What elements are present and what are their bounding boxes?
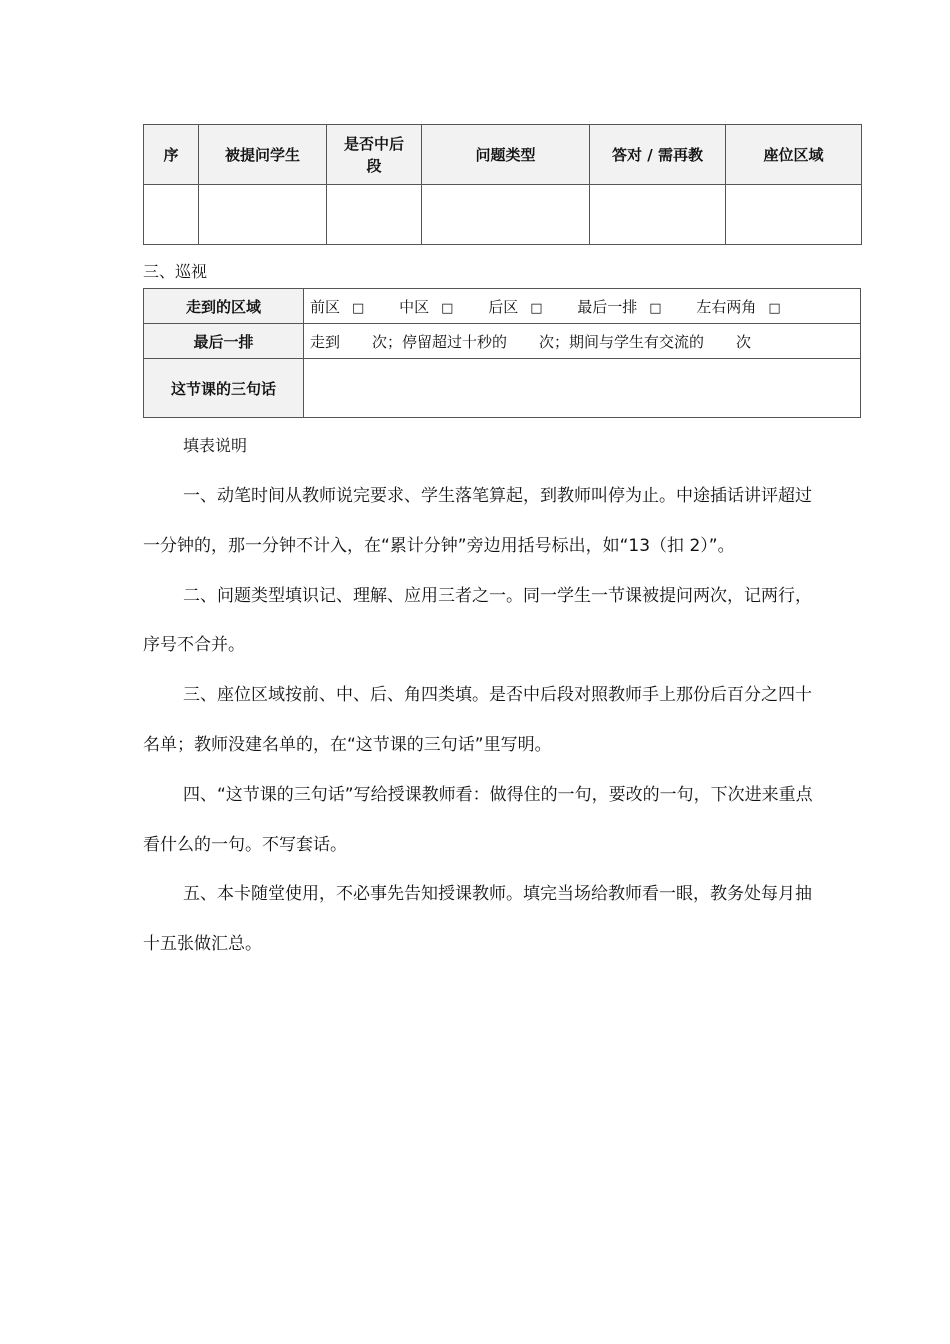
areas-label: 走到的区域 (144, 289, 304, 324)
patrol-row-last (144, 324, 861, 359)
checkbox-icon[interactable]: □ (441, 300, 454, 316)
cell-is-lower-tier[interactable] (327, 185, 422, 245)
checkbox-icon[interactable]: □ (530, 300, 543, 316)
header-is-lower-tier (327, 125, 422, 185)
checkbox-icon[interactable]: □ (352, 300, 365, 316)
times-unit: 次 (736, 332, 752, 351)
note-paragraph-5: 五、本卡随堂使用，不必事先告知授课教师。填完当场给教师看一眼，教务处每月抽十五张做汇总。 (143, 884, 812, 955)
zone-middle[interactable] (399, 296, 453, 317)
summary-field[interactable] (304, 359, 861, 418)
areas-options (304, 289, 861, 324)
last-row-counts (304, 324, 861, 359)
header-answer-result: 答对 / 需再教 (590, 125, 726, 185)
note-paragraph-3: 三、座位区域按前、中、后、角四类填。是否中后段对照教师手上那份后百分之四十名单；教师没建名单的，在“这节课的三句话”里写明。 (143, 685, 812, 755)
cell-index[interactable] (144, 185, 199, 245)
notes-body (143, 472, 823, 970)
patrol-heading: 三、巡视 (143, 262, 208, 281)
table-header-row (144, 125, 862, 185)
checkbox-icon[interactable]: □ (649, 300, 662, 316)
table-row (144, 185, 862, 245)
header-seat-zone: 座位区域 (726, 125, 862, 185)
notes-title: 填表说明 (183, 436, 248, 455)
zone-back[interactable] (488, 296, 542, 317)
header-student: 被提问学生 (199, 125, 327, 185)
cell-answer-result[interactable] (590, 185, 726, 245)
checkbox-icon[interactable]: □ (768, 300, 781, 316)
zone-corners[interactable] (696, 296, 780, 317)
cell-student[interactable] (199, 185, 327, 245)
zone-last-row[interactable] (577, 296, 661, 317)
zone-front[interactable] (310, 296, 364, 317)
long-stay-label: 次；停留超过十秒的 (372, 332, 508, 351)
zone-middle-label: 中区 (399, 297, 430, 316)
header-is-lower-tier-text: 是否中后段 (343, 134, 404, 175)
note-paragraph-1: 一、动笔时间从教师说完要求、学生落笔算起，到教师叫停为止。中途插话讲评超过一分钟的，那一分钟不计入，在“累计分钟”旁边用括号标出，如“13（扣 2）”。 (143, 486, 812, 556)
cell-seat-zone[interactable] (726, 185, 862, 245)
patrol-row-summary (144, 359, 861, 418)
patrol-row-areas (144, 289, 861, 324)
header-question-type: 问题类型 (422, 125, 590, 185)
last-row-label: 最后一排 (144, 324, 304, 359)
summary-label: 这节课的三句话 (144, 359, 304, 418)
cell-question-type[interactable] (422, 185, 590, 245)
note-paragraph-2: 二、问题类型填识记、理解、应用三者之一。同一学生一节课被提问两次，记两行，序号不合并。 (143, 585, 812, 656)
interaction-label: 次；期间与学生有交流的 (539, 332, 705, 351)
question-log-table (143, 124, 862, 245)
visits-label: 走到 (310, 332, 341, 351)
zone-last-row-label: 最后一排 (577, 297, 638, 316)
zone-back-label: 后区 (488, 297, 519, 316)
zone-corners-label: 左右两角 (696, 297, 757, 316)
patrol-table (143, 288, 861, 418)
zone-front-label: 前区 (310, 297, 341, 316)
header-index: 序 (144, 125, 199, 185)
note-paragraph-4: 四、“这节课的三句话”写给授课教师看：做得住的一句，要改的一句，下次进来重点看什么的一句。不写套话。 (143, 784, 813, 855)
